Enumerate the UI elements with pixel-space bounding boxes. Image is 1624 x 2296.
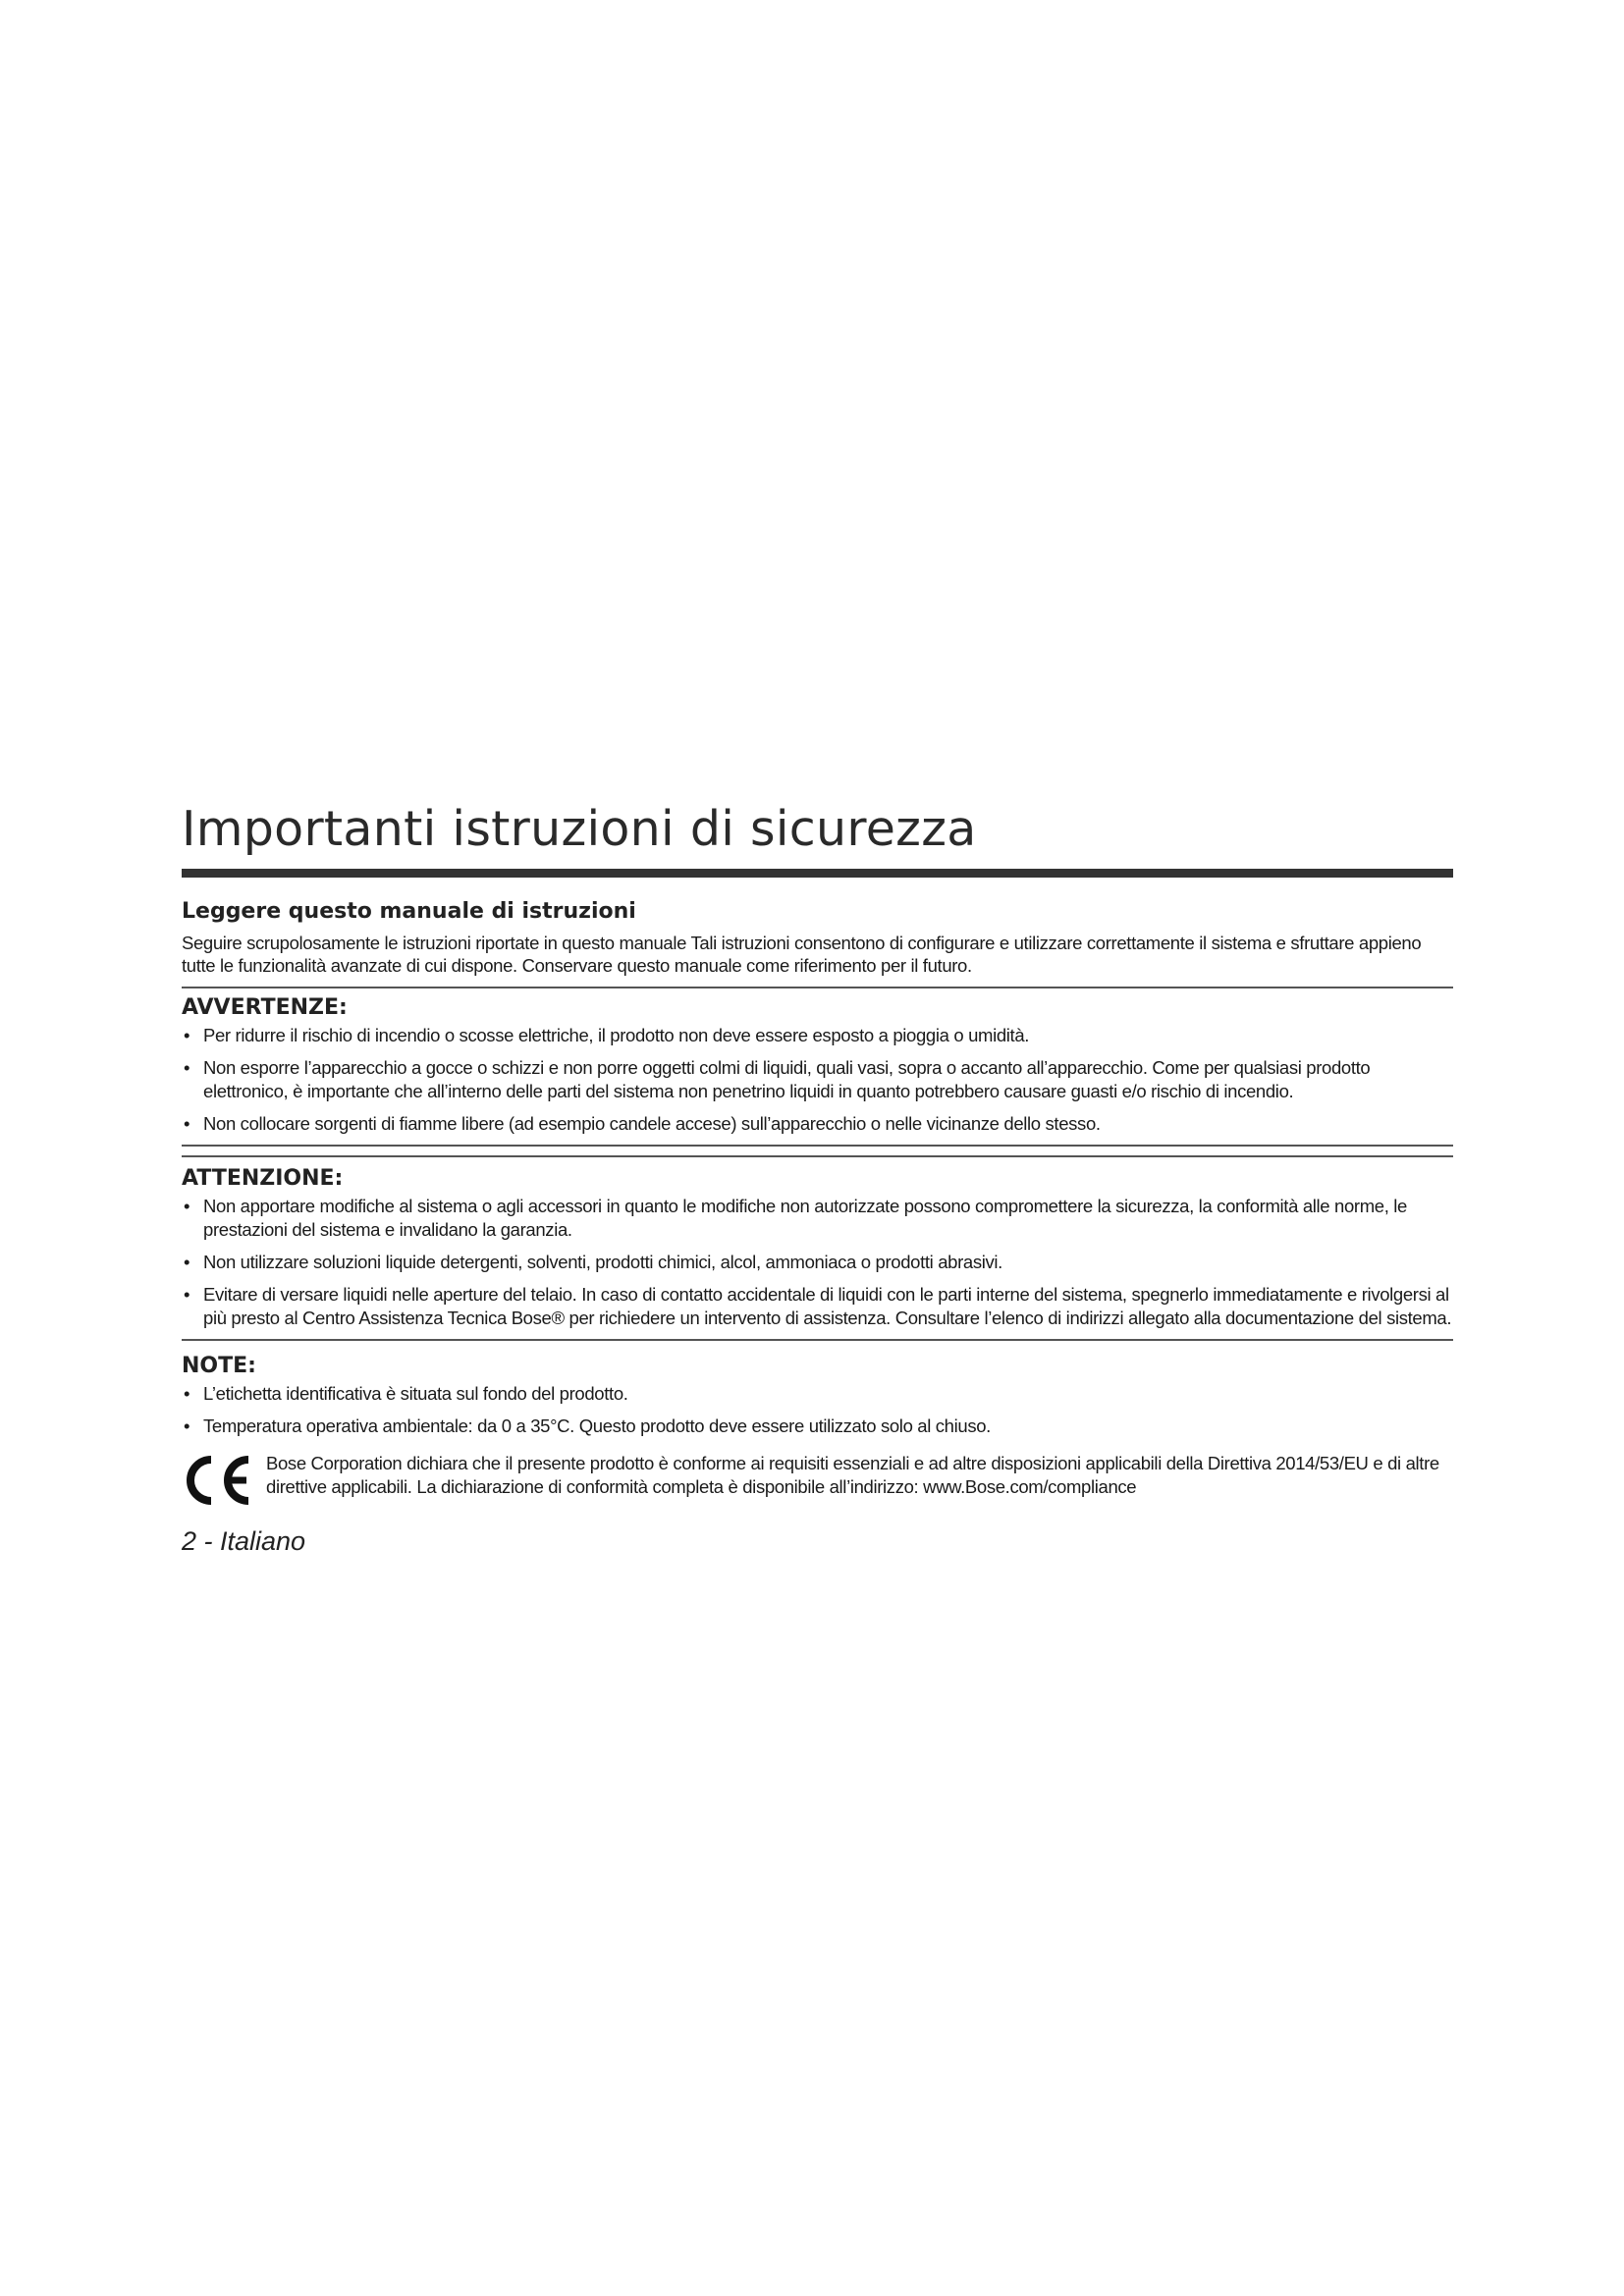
- page-footer: 2 - Italiano: [182, 1526, 306, 1556]
- warnings-heading: AVVERTENZE:: [182, 995, 348, 1020]
- ce-declaration: [182, 1452, 1453, 1507]
- divider: [182, 1339, 1453, 1341]
- bullet: •: [184, 1057, 190, 1078]
- list-item-text: Evitare di versare liquidi nelle aperture del telaio. In caso di contatto accidentale di liquidi con le parti interne del sistema, spegnerlo immediatamente e rivolgersi al più presto al Centro Assistenza Tecnica Bose® per richiedere un intervento di assistenza. Consultare l’elenco di indirizzi allegato alla documentazione del sistema.: [203, 1284, 1452, 1328]
- title-divider: [182, 869, 1453, 878]
- warnings-list: [182, 1024, 1453, 1136]
- ce-declaration-text: Bose Corporation dichiara che il presente prodotto è conforme ai requisiti essenziali e ad altre disposizioni applicabili della Direttiva 2014/53/EU e di altre direttive applicabili. La dichiarazione di conformità completa è disponibile all’indirizzo: www.Bose.com/compliance: [266, 1453, 1439, 1497]
- list-item-text: L’etichetta identificativa è situata sul fondo del prodotto.: [203, 1383, 628, 1404]
- ce-mark-icon: [182, 1454, 252, 1507]
- list-item: [182, 1251, 1453, 1274]
- bullet: •: [184, 1113, 190, 1134]
- list-item-text: Per ridurre il rischio di incendio o scosse elettriche, il prodotto non deve essere esposto a pioggia o umidità.: [203, 1025, 1030, 1045]
- notes-list: [182, 1382, 1453, 1438]
- bullet: •: [184, 1025, 190, 1045]
- list-item: [182, 1195, 1453, 1242]
- intro-text: Seguire scrupolosamente le istruzioni riportate in questo manuale Tali istruzioni consentono di configurare e utilizzare correttamente il sistema e sfruttare appieno tutte le funzionalità avanzate di cui dispone. Conservare questo manuale come riferimento per il futuro.: [182, 933, 1422, 976]
- bullet: •: [184, 1252, 190, 1272]
- list-item: [182, 1382, 1453, 1406]
- list-item: [182, 1415, 1453, 1438]
- list-item-text: Non utilizzare soluzioni liquide detergenti, solventi, prodotti chimici, alcol, ammoniaca o prodotti abrasivi.: [203, 1252, 1002, 1272]
- caution-heading: ATTENZIONE:: [182, 1166, 344, 1191]
- list-item: [182, 1283, 1453, 1330]
- bullet: •: [184, 1196, 190, 1216]
- list-item: [182, 1056, 1453, 1103]
- document-content: [182, 801, 1453, 1557]
- page-title: Importanti istruzioni di sicurezza: [182, 801, 977, 857]
- bullet: •: [184, 1284, 190, 1305]
- bullet: •: [184, 1383, 190, 1404]
- list-item: [182, 1112, 1453, 1136]
- list-item-text: Non apportare modifiche al sistema o agli accessori in quanto le modifiche non autorizzate possono compromettere la sicurezza, la conformità alle norme, le prestazioni del sistema e invalidano la garanzia.: [203, 1196, 1407, 1240]
- double-divider: [182, 1145, 1453, 1157]
- list-item: [182, 1024, 1453, 1047]
- list-item-text: Non collocare sorgenti di fiamme libere (ad esempio candele accese) sull’apparecchio o nelle vicinanze dello stesso.: [203, 1113, 1101, 1134]
- bullet: •: [184, 1415, 190, 1436]
- notes-heading: NOTE:: [182, 1354, 256, 1378]
- intro-heading: Leggere questo manuale di istruzioni: [182, 899, 636, 924]
- caution-list: [182, 1195, 1453, 1330]
- list-item-text: Non esporre l’apparecchio a gocce o schizzi e non porre oggetti colmi di liquidi, quali vasi, sopra o accanto all’apparecchio. Come per qualsiasi prodotto elettronico, è importante che all’interno delle parti del sistema non penetrino liquidi in quanto potrebbero causare guasti e/o rischio di incendio.: [203, 1057, 1371, 1101]
- divider: [182, 987, 1453, 988]
- list-item-text: Temperatura operativa ambientale: da 0 a 35°C. Questo prodotto deve essere utilizzato solo al chiuso.: [203, 1415, 991, 1436]
